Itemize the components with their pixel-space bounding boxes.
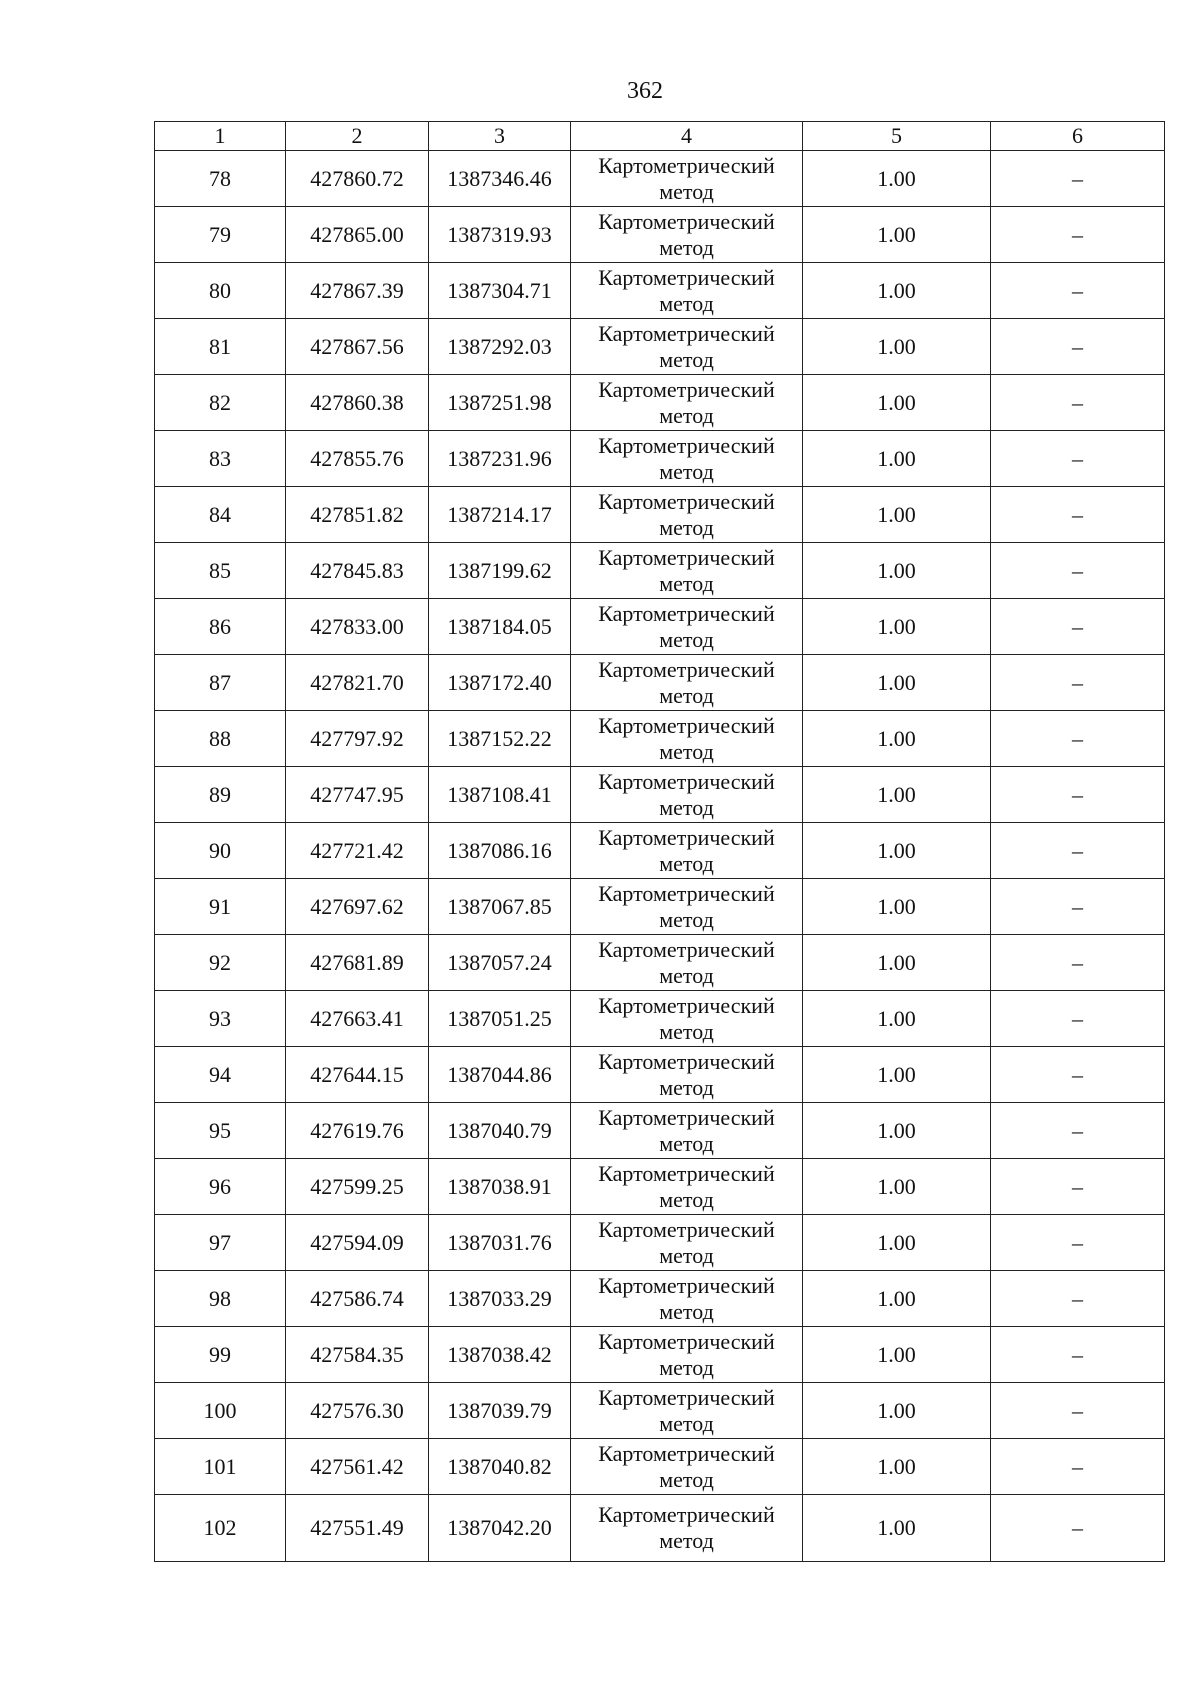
error-cell: 1.00 [803,599,991,655]
table-row [155,375,1165,431]
error-cell: 1.00 [803,207,991,263]
method-line-2: метод [659,626,714,652]
x-coordinate-cell: 427797.92 [286,711,429,767]
point-number-cell: 88 [155,711,286,767]
x-coordinate-cell: 427721.42 [286,823,429,879]
method-cell [571,711,803,767]
x-coordinate-cell: 427855.76 [286,431,429,487]
method-line-2: метод [659,1130,714,1156]
x-coordinate-cell: 427821.70 [286,655,429,711]
method-line-2: метод [659,402,714,428]
y-coordinate-cell: 1387067.85 [429,879,571,935]
table-row [155,711,1165,767]
method-cell [571,487,803,543]
method-line-1: Картометрический [598,152,775,178]
method-cell [571,823,803,879]
y-coordinate-cell: 1387346.46 [429,151,571,207]
coordinates-table [154,121,1165,1562]
note-cell: – [991,655,1165,711]
note-cell: – [991,263,1165,319]
table-row [155,487,1165,543]
error-cell: 1.00 [803,935,991,991]
error-cell: 1.00 [803,151,991,207]
note-cell: – [991,823,1165,879]
point-number-cell: 84 [155,487,286,543]
point-number-cell: 95 [155,1103,286,1159]
column-header: 6 [991,122,1165,151]
method-line-2: метод [659,906,714,932]
point-number-cell: 86 [155,599,286,655]
point-number-cell: 97 [155,1215,286,1271]
note-cell: – [991,711,1165,767]
y-coordinate-cell: 1387042.20 [429,1495,571,1562]
method-line-1: Картометрический [598,880,775,906]
y-coordinate-cell: 1387033.29 [429,1271,571,1327]
error-cell: 1.00 [803,1495,991,1562]
method-cell [571,319,803,375]
column-header: 2 [286,122,429,151]
method-line-1: Картометрический [598,1160,775,1186]
point-number-cell: 80 [155,263,286,319]
x-coordinate-cell: 427663.41 [286,991,429,1047]
x-coordinate-cell: 427619.76 [286,1103,429,1159]
table-row [155,655,1165,711]
error-cell: 1.00 [803,879,991,935]
method-line-1: Картометрический [598,264,775,290]
method-line-1: Картометрический [598,1216,775,1242]
method-line-1: Картометрический [598,656,775,682]
method-line-2: метод [659,1466,714,1492]
point-number-cell: 89 [155,767,286,823]
method-cell [571,263,803,319]
point-number-cell: 91 [155,879,286,935]
y-coordinate-cell: 1387251.98 [429,375,571,431]
method-line-1: Картометрический [598,1502,775,1527]
column-header: 3 [429,122,571,151]
table-row [155,319,1165,375]
x-coordinate-cell: 427551.49 [286,1495,429,1562]
note-cell: – [991,1327,1165,1383]
table-row [155,935,1165,991]
error-cell: 1.00 [803,1327,991,1383]
method-line-2: метод [659,1354,714,1380]
y-coordinate-cell: 1387040.82 [429,1439,571,1495]
point-number-cell: 90 [155,823,286,879]
x-coordinate-cell: 427561.42 [286,1439,429,1495]
method-line-1: Картометрический [598,376,775,402]
point-number-cell: 96 [155,1159,286,1215]
y-coordinate-cell: 1387038.42 [429,1327,571,1383]
header-row [155,122,1165,151]
x-coordinate-cell: 427576.30 [286,1383,429,1439]
table-row [155,1271,1165,1327]
point-number-cell: 78 [155,151,286,207]
method-line-1: Картометрический [598,1328,775,1354]
y-coordinate-cell: 1387292.03 [429,319,571,375]
point-number-cell: 85 [155,543,286,599]
error-cell: 1.00 [803,319,991,375]
error-cell: 1.00 [803,767,991,823]
x-coordinate-cell: 427833.00 [286,599,429,655]
point-number-cell: 83 [155,431,286,487]
table-row [155,1047,1165,1103]
point-number-cell: 93 [155,991,286,1047]
error-cell: 1.00 [803,1159,991,1215]
point-number-cell: 99 [155,1327,286,1383]
method-cell [571,1215,803,1271]
x-coordinate-cell: 427697.62 [286,879,429,935]
x-coordinate-cell: 427599.25 [286,1159,429,1215]
point-number-cell: 92 [155,935,286,991]
note-cell: – [991,935,1165,991]
point-number-cell: 102 [155,1495,286,1562]
table-row [155,823,1165,879]
note-cell: – [991,1383,1165,1439]
method-line-1: Картометрический [598,544,775,570]
note-cell: – [991,1159,1165,1215]
x-coordinate-cell: 427865.00 [286,207,429,263]
y-coordinate-cell: 1387108.41 [429,767,571,823]
method-line-1: Картометрический [598,600,775,626]
y-coordinate-cell: 1387214.17 [429,487,571,543]
method-cell [571,1383,803,1439]
x-coordinate-cell: 427860.38 [286,375,429,431]
method-line-2: метод [659,346,714,372]
column-header: 4 [571,122,803,151]
method-cell [571,935,803,991]
error-cell: 1.00 [803,1383,991,1439]
x-coordinate-cell: 427860.72 [286,151,429,207]
point-number-cell: 87 [155,655,286,711]
note-cell: – [991,1215,1165,1271]
table-body [155,151,1165,1562]
x-coordinate-cell: 427594.09 [286,1215,429,1271]
x-coordinate-cell: 427586.74 [286,1271,429,1327]
method-line-1: Картометрический [598,488,775,514]
method-line-2: метод [659,178,714,204]
note-cell: – [991,543,1165,599]
table-row [155,1383,1165,1439]
method-line-1: Картометрический [598,208,775,234]
table-row [155,599,1165,655]
error-cell: 1.00 [803,1103,991,1159]
method-cell [571,879,803,935]
note-cell: – [991,1047,1165,1103]
y-coordinate-cell: 1387051.25 [429,991,571,1047]
method-line-2: метод [659,570,714,596]
note-cell: – [991,599,1165,655]
y-coordinate-cell: 1387184.05 [429,599,571,655]
method-line-2: метод [659,1186,714,1212]
method-line-2: метод [659,458,714,484]
y-coordinate-cell: 1387199.62 [429,543,571,599]
note-cell: – [991,1103,1165,1159]
error-cell: 1.00 [803,655,991,711]
method-line-1: Картометрический [598,1272,775,1298]
point-number-cell: 81 [155,319,286,375]
table-row [155,1495,1165,1562]
table-row [155,879,1165,935]
y-coordinate-cell: 1387044.86 [429,1047,571,1103]
error-cell: 1.00 [803,1215,991,1271]
table-row [155,543,1165,599]
y-coordinate-cell: 1387304.71 [429,263,571,319]
y-coordinate-cell: 1387231.96 [429,431,571,487]
x-coordinate-cell: 427584.35 [286,1327,429,1383]
note-cell: – [991,431,1165,487]
method-line-2: метод [659,1242,714,1268]
method-cell [571,991,803,1047]
error-cell: 1.00 [803,263,991,319]
method-line-2: метод [659,1018,714,1044]
method-cell [571,1327,803,1383]
table-row [155,431,1165,487]
error-cell: 1.00 [803,1271,991,1327]
method-cell [571,1047,803,1103]
method-line-1: Картометрический [598,1440,775,1466]
x-coordinate-cell: 427845.83 [286,543,429,599]
page-number: 362 [627,78,663,104]
note-cell: – [991,767,1165,823]
method-line-2: метод [659,1074,714,1100]
method-cell [571,767,803,823]
table-row [155,767,1165,823]
note-cell: – [991,375,1165,431]
method-line-2: метод [659,682,714,708]
y-coordinate-cell: 1387031.76 [429,1215,571,1271]
method-line-2: метод [659,1298,714,1324]
point-number-cell: 82 [155,375,286,431]
column-header: 5 [803,122,991,151]
method-cell [571,1495,803,1562]
method-line-1: Картометрический [598,768,775,794]
table-row [155,1159,1165,1215]
method-line-2: метод [659,962,714,988]
method-line-1: Картометрический [598,712,775,738]
note-cell: – [991,1439,1165,1495]
method-line-1: Картометрический [598,1104,775,1130]
method-line-1: Картометрический [598,824,775,850]
point-number-cell: 100 [155,1383,286,1439]
error-cell: 1.00 [803,823,991,879]
table-row [155,1103,1165,1159]
method-cell [571,655,803,711]
method-cell [571,1271,803,1327]
table-row [155,1439,1165,1495]
method-line-2: метод [659,514,714,540]
method-cell [571,431,803,487]
error-cell: 1.00 [803,1439,991,1495]
error-cell: 1.00 [803,991,991,1047]
method-line-2: метод [659,850,714,876]
error-cell: 1.00 [803,711,991,767]
method-cell [571,151,803,207]
y-coordinate-cell: 1387040.79 [429,1103,571,1159]
point-number-cell: 94 [155,1047,286,1103]
error-cell: 1.00 [803,431,991,487]
y-coordinate-cell: 1387057.24 [429,935,571,991]
method-cell [571,599,803,655]
method-line-1: Картометрический [598,1384,775,1410]
method-cell [571,207,803,263]
table-row [155,1327,1165,1383]
method-cell [571,375,803,431]
method-line-1: Картометрический [598,432,775,458]
note-cell: – [991,1495,1165,1562]
table-row [155,263,1165,319]
y-coordinate-cell: 1387172.40 [429,655,571,711]
y-coordinate-cell: 1387086.16 [429,823,571,879]
y-coordinate-cell: 1387319.93 [429,207,571,263]
table-row [155,151,1165,207]
note-cell: – [991,879,1165,935]
column-header: 1 [155,122,286,151]
x-coordinate-cell: 427681.89 [286,935,429,991]
x-coordinate-cell: 427644.15 [286,1047,429,1103]
point-number-cell: 79 [155,207,286,263]
y-coordinate-cell: 1387039.79 [429,1383,571,1439]
error-cell: 1.00 [803,1047,991,1103]
table-row [155,1215,1165,1271]
x-coordinate-cell: 427867.56 [286,319,429,375]
method-cell [571,1439,803,1495]
table-header [155,122,1165,151]
note-cell: – [991,151,1165,207]
x-coordinate-cell: 427747.95 [286,767,429,823]
x-coordinate-cell: 427867.39 [286,263,429,319]
method-line-2: метод [659,234,714,260]
error-cell: 1.00 [803,375,991,431]
method-line-2: метод [659,290,714,316]
point-number-cell: 101 [155,1439,286,1495]
point-number-cell: 98 [155,1271,286,1327]
method-line-2: метод [659,794,714,820]
method-cell [571,543,803,599]
table-row [155,991,1165,1047]
note-cell: – [991,487,1165,543]
note-cell: – [991,319,1165,375]
method-line-1: Картометрический [598,992,775,1018]
method-line-2: метод [659,738,714,764]
method-line-1: Картометрический [598,1048,775,1074]
error-cell: 1.00 [803,543,991,599]
method-line-1: Картометрический [598,936,775,962]
method-cell [571,1159,803,1215]
table-row [155,207,1165,263]
method-line-1: Картометрический [598,320,775,346]
note-cell: – [991,207,1165,263]
x-coordinate-cell: 427851.82 [286,487,429,543]
method-line-2: метод [659,1410,714,1436]
note-cell: – [991,1271,1165,1327]
y-coordinate-cell: 1387038.91 [429,1159,571,1215]
error-cell: 1.00 [803,487,991,543]
y-coordinate-cell: 1387152.22 [429,711,571,767]
note-cell: – [991,991,1165,1047]
method-line-2: метод [659,1528,714,1553]
method-cell [571,1103,803,1159]
